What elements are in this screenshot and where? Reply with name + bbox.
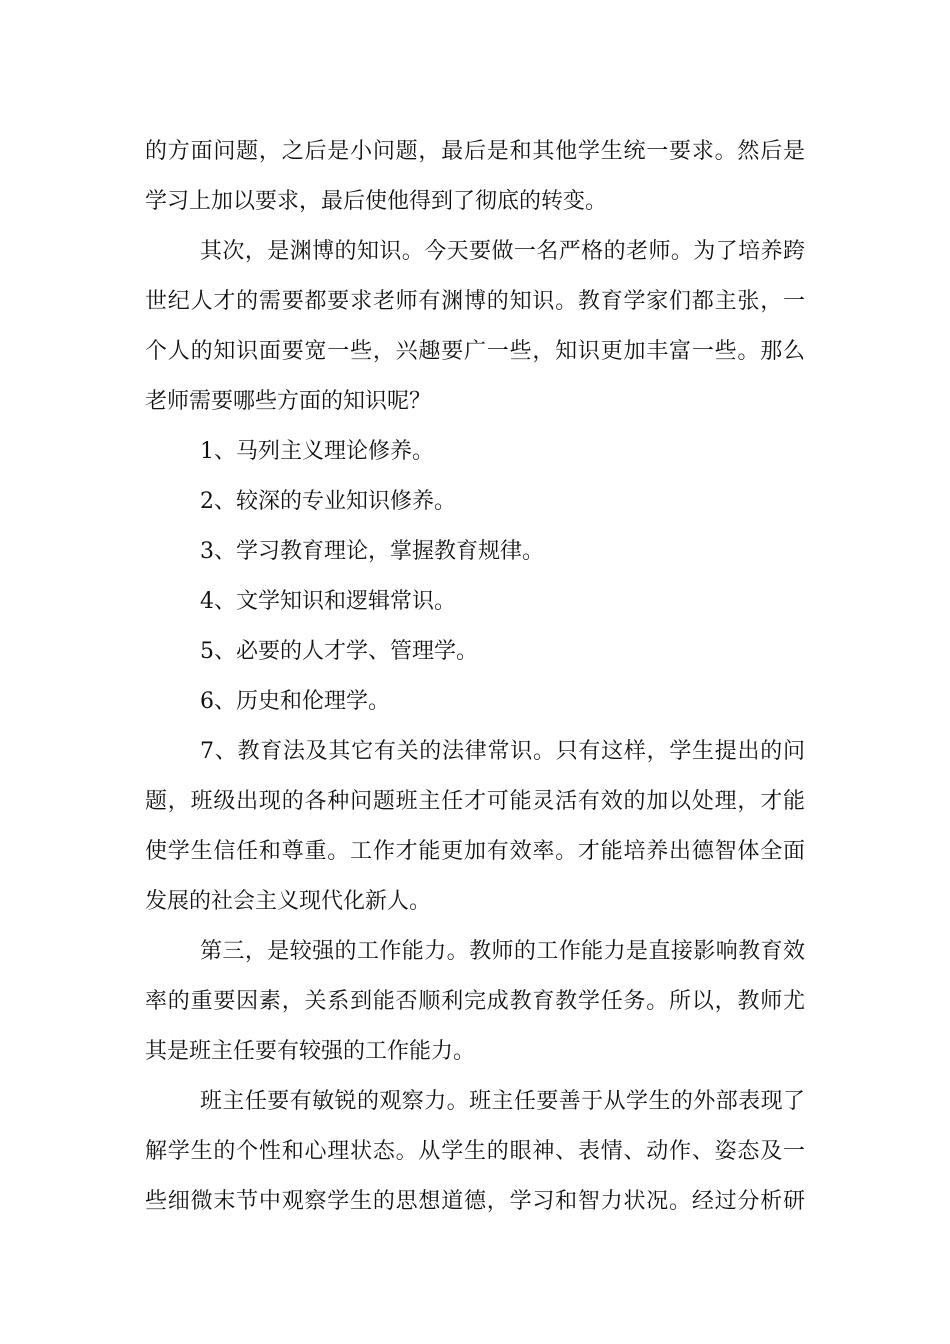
text-line-14: 题，班级出现的各种问题班主任才可能灵活有效的加以处理，才能: [145, 789, 805, 814]
list-item-1: 1、马列主义理论修养。: [200, 439, 434, 464]
text-line-5: 个人的知识面要宽一些，兴趣要广一些，知识更加丰富一些。那么: [145, 339, 805, 364]
text-line-2: 学习上加以要求，最后使他得到了彻底的转变。: [145, 189, 608, 214]
list-item-5: 5、必要的人才学、管理学。: [200, 639, 478, 664]
paragraph-start-second: 其次，是渊博的知识。今天要做一名严格的老师。为了培养跨: [200, 239, 805, 264]
list-item-2: 2、较深的专业知识修养。: [200, 489, 456, 514]
text-line-15: 使学生信任和尊重。工作才能更加有效率。才能培养出德智体全面: [145, 839, 805, 864]
list-item-4: 4、文学知识和逻辑常识。: [200, 589, 456, 614]
text-line-16: 发展的社会主义现代化新人。: [145, 889, 432, 914]
text-line-1: 的方面问题，之后是小问题，最后是和其他学生统一要求。然后是: [145, 139, 805, 164]
text-line-21: 解学生的个性和心理状态。从学生的眼神、表情、动作、姿态及一: [145, 1139, 805, 1164]
text-line-6: 老师需要哪些方面的知识呢？: [145, 389, 432, 414]
text-line-19: 其是班主任要有较强的工作能力。: [145, 1039, 476, 1064]
paragraph-start-observation: 班主任要有敏锐的观察力。班主任要善于从学生的外部表现了: [200, 1089, 805, 1114]
list-item-7: 7、教育法及其它有关的法律常识。只有这样，学生提出的问: [200, 739, 805, 764]
text-line-4: 世纪人才的需要都要求老师有渊博的知识。教育学家们都主张，一: [145, 289, 805, 314]
text-line-22: 些细微末节中观察学生的思想道德，学习和智力状况。经过分析研: [145, 1189, 805, 1214]
paragraph-start-third: 第三，是较强的工作能力。教师的工作能力是直接影响教育效: [200, 939, 805, 964]
list-item-3: 3、学习教育理论，掌握教育规律。: [200, 539, 544, 564]
list-item-6: 6、历史和伦理学。: [200, 689, 390, 714]
text-line-18: 率的重要因素，关系到能否顺利完成教育教学任务。所以，教师尤: [145, 989, 805, 1014]
